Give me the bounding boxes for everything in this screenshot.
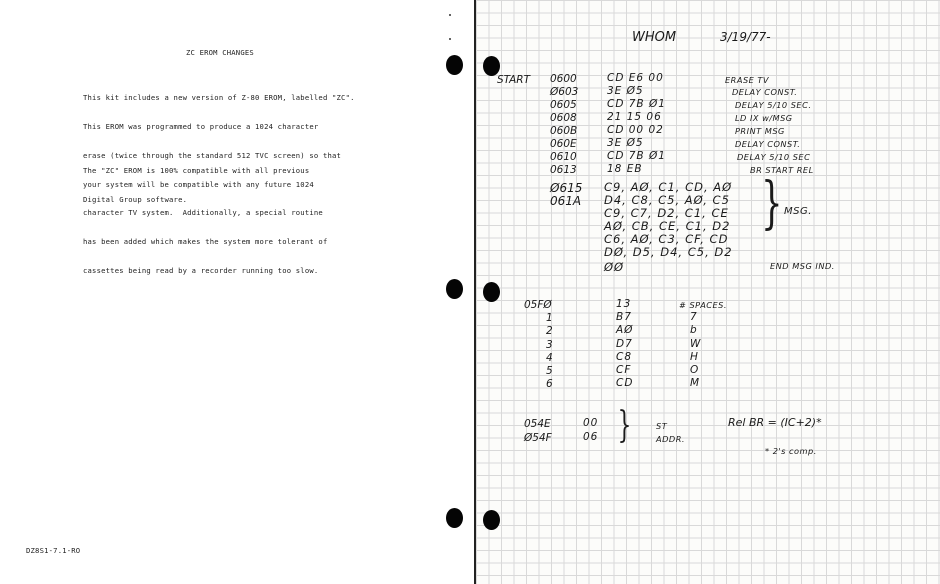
listing-comment: DELAY 5/10 SEC <box>737 152 811 162</box>
rel-formula: Rel BR = (IC+2)* <box>728 416 822 429</box>
listing-addr: 0605 <box>550 99 577 111</box>
listing-comment: BR START REL <box>750 165 814 175</box>
table-addr: 5 <box>546 365 553 377</box>
right-page <box>476 0 940 584</box>
binder-hole <box>483 56 500 76</box>
st-label: ADDR. <box>656 434 686 444</box>
st-label: ST <box>656 421 668 431</box>
listing-comment: PRINT MSG <box>735 126 785 136</box>
st-addr: 054E <box>524 418 551 430</box>
st-brace: } <box>617 405 632 446</box>
table-addr: 1 <box>546 312 553 324</box>
table-note: # SPACES. <box>679 300 727 310</box>
listing-comment: ERASE TV <box>725 75 770 85</box>
msg-addr: Ø615 <box>550 181 583 195</box>
table-addr: 3 <box>546 339 553 351</box>
table-note: M <box>690 377 701 389</box>
listing-addr: 060B <box>550 125 578 137</box>
speck <box>449 14 451 16</box>
listing-code: CD 7B Ø1 <box>607 150 666 162</box>
listing-comment: DELAY 5/10 SEC. <box>735 100 812 110</box>
text-line: character TV system. Additionally, a special routine <box>83 208 323 218</box>
speck <box>449 38 451 40</box>
listing-comment: DELAY CONST. <box>732 87 798 97</box>
text-line: Digital Group software. <box>83 194 188 204</box>
document-code: DZ8S1-7.1-RO <box>26 546 81 555</box>
table-code: CD <box>616 377 634 389</box>
document-title: ZC EROM CHANGES <box>186 48 254 57</box>
msg-bytes-line: AØ, CB, CE, C1, D2 <box>604 219 731 233</box>
listing-addr: Ø603 <box>550 86 579 98</box>
paragraph-2 <box>83 147 309 224</box>
listing-addr: 0600 <box>550 73 577 85</box>
table-note: W <box>690 338 702 350</box>
table-note: H <box>690 351 699 363</box>
start-label: START <box>497 74 531 86</box>
table-addr: 6 <box>546 378 553 390</box>
msg-bytes-line: C6, AØ, C3, CF, CD <box>604 232 729 246</box>
listing-addr: 0613 <box>550 164 577 176</box>
listing-addr: 0610 <box>550 151 577 163</box>
listing-code: CD 00 02 <box>607 124 664 136</box>
table-code: 13 <box>616 298 632 310</box>
text-line: This kit includes a new version of Z-80 EROM, labelled "ZC". <box>83 93 355 103</box>
binder-hole <box>483 510 500 530</box>
header-date: 3/19/77- <box>720 30 771 44</box>
table-addr: 05FØ <box>524 299 552 311</box>
listing-code: 3E Ø5 <box>607 137 644 149</box>
text-line: your system will be compatible with any future 1024 <box>83 179 314 189</box>
msg-bytes-line: DØ, D5, D4, C5, D2 <box>604 245 733 259</box>
binder-hole <box>483 282 500 302</box>
listing-code: 3E Ø5 <box>607 85 644 97</box>
binder-hole <box>446 279 463 299</box>
listing-comment: DELAY CONST. <box>735 139 801 149</box>
table-code: B7 <box>616 311 632 323</box>
table-code: C8 <box>616 351 633 363</box>
table-code: AØ <box>616 324 634 336</box>
table-note: O <box>690 364 700 376</box>
msg-bytes-line: ØØ <box>604 260 625 274</box>
msg-addr: 061A <box>550 194 582 208</box>
listing-addr: 0608 <box>550 112 577 124</box>
text-line: This EROM was programmed to produce a 1024 character <box>83 121 319 131</box>
end-msg-label: END MSG IND. <box>770 261 835 271</box>
text-line: The "ZC" EROM is 100% compatible with all previous <box>83 166 310 176</box>
msg-brace: } <box>761 171 783 236</box>
msg-bytes-line: D4, C8, C5, AØ, C5 <box>604 193 730 207</box>
st-code: 06 <box>583 431 599 443</box>
text-line: cassettes being read by a recorder running too slow. <box>83 265 319 275</box>
st-addr: Ø54F <box>524 432 552 444</box>
table-addr: 4 <box>546 352 553 364</box>
st-code: 00 <box>583 417 599 429</box>
binder-hole <box>446 55 463 75</box>
table-note: 7 <box>690 311 698 323</box>
table-code: CF <box>616 364 632 376</box>
listing-comment: LD IX w/MSG <box>735 113 793 123</box>
binder-hole <box>446 508 463 528</box>
listing-addr: 060E <box>550 138 577 150</box>
table-code: D7 <box>616 338 633 350</box>
comp-note: * 2's comp. <box>765 446 817 456</box>
msg-bytes-line: C9, AØ, C1, CD, AØ <box>604 180 733 194</box>
table-addr: 2 <box>546 325 553 337</box>
text-line: erase (twice through the standard 512 TVC screen) so that <box>83 150 342 160</box>
table-note: b <box>690 324 698 336</box>
listing-code: 18 EB <box>607 163 643 175</box>
listing-code: CD 7B Ø1 <box>607 98 666 110</box>
listing-code: 21 15 06 <box>607 111 662 123</box>
text-line: has been added which makes the system more tolerant of <box>83 237 328 247</box>
msg-label: MSG. <box>784 206 812 217</box>
listing-code: CD E6 00 <box>607 72 664 84</box>
header-title: WHOM <box>632 30 677 45</box>
msg-bytes-line: C9, C7, D2, C1, CE <box>604 206 729 220</box>
